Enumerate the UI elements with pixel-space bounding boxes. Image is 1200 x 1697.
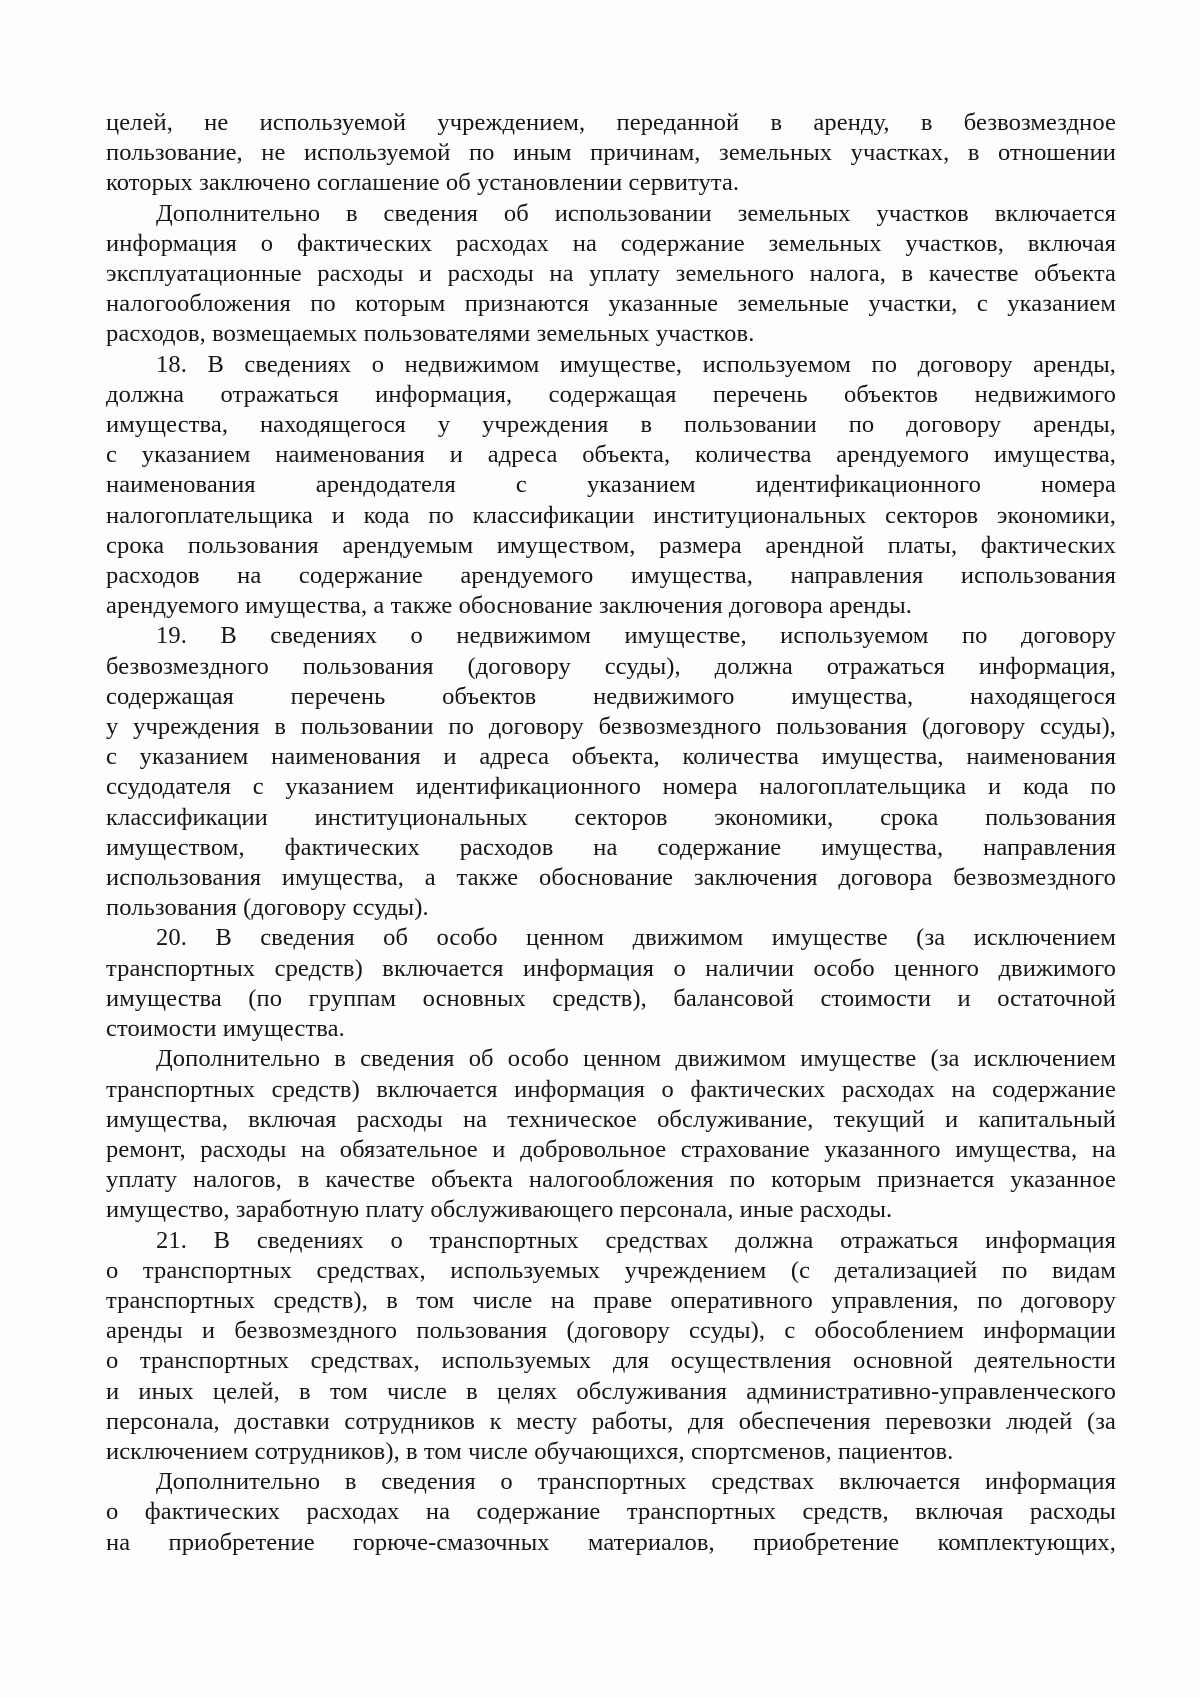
paragraph-p20 [106, 923, 1116, 1044]
text-line: Дополнительно в сведения о транспортных средствах включается информация [156, 1468, 1116, 1496]
text-line: имуществом, фактических расходов на содержание имущества, направления [106, 833, 1116, 861]
text-line: с указанием наименования и адреса объекта, количества имущества, наименования [106, 743, 1116, 771]
text-line: о транспортных средствах, используемых учреждением (с детализацией по видам [106, 1256, 1116, 1284]
text-line: 20. В сведения об особо ценном движимом имуществе (за исключением [156, 924, 1116, 952]
paragraph-p18 [106, 350, 1116, 622]
text-line: ссудодателя с указанием идентификационного номера налогоплательщика и кода по [106, 773, 1116, 801]
paragraph-p21b [106, 1467, 1116, 1558]
document-body [106, 108, 1116, 1558]
text-line: информация о фактических расходах на содержание земельных участков, включая [106, 229, 1116, 257]
text-line: транспортных средств), в том числе на праве оперативного управления, по договору [106, 1286, 1116, 1314]
text-line: с указанием наименования и адреса объекта, количества арендуемого имущества, [106, 441, 1116, 469]
text-line: у учреждения в пользовании по договору безвозмездного пользования (договору ссуды), [106, 713, 1116, 741]
text-line: эксплуатационные расходы и расходы на уплату земельного налога, в качестве объекта [106, 260, 1116, 288]
text-line: наименования арендодателя с указанием идентификационного номера [106, 471, 1116, 499]
paragraph-p2 [106, 199, 1116, 350]
text-line: срока пользования арендуемым имуществом, размера арендной платы, фактических [106, 531, 1116, 559]
text-line: налогообложения по которым признаются указанные земельные участки, с указанием [106, 290, 1116, 318]
text-line: расходов, возмещаемых пользователями земельных участков. [106, 320, 755, 348]
text-line: должна отражаться информация, содержащая перечень объектов недвижимого [106, 380, 1116, 408]
text-line: 21. В сведениях о транспортных средствах должна отражаться информация [156, 1226, 1116, 1254]
paragraph-p19 [106, 621, 1116, 923]
text-line: 18. В сведениях о недвижимом имуществе, используемом по договору аренды, [156, 350, 1116, 378]
text-line: исключением сотрудников), в том числе обучающихся, спортсменов, пациентов. [106, 1437, 954, 1465]
text-line: налогоплательщика и кода по классификации институциональных секторов экономики, [106, 501, 1116, 529]
text-line: имущества, находящегося у учреждения в пользовании по договору аренды, [106, 411, 1116, 439]
text-line: транспортных средств) включается информация о фактических расходах на содержание [106, 1075, 1116, 1103]
text-line: персонала, доставки сотрудников к месту работы, для обеспечения перевозки людей (за [106, 1407, 1116, 1435]
text-line: арендуемого имущества, а также обоснование заключения договора аренды. [106, 592, 912, 620]
text-line: расходов на содержание арендуемого имущества, направления использования [106, 562, 1116, 590]
paragraph-p1 [106, 108, 1116, 199]
text-line: 19. В сведениях о недвижимом имуществе, используемом по договору [156, 622, 1116, 650]
text-line: на приобретение горюче-смазочных материалов, приобретение комплектующих, [106, 1528, 1116, 1556]
text-line: Дополнительно в сведения об использовании земельных участков включается [156, 199, 1116, 227]
paragraph-p20b [106, 1044, 1116, 1225]
text-line: имущества (по группам основных средств), балансовой стоимости и остаточной [106, 984, 1116, 1012]
text-line: Дополнительно в сведения об особо ценном движимом имуществе (за исключением [156, 1045, 1116, 1073]
text-line: о транспортных средствах, используемых для осуществления основной деятельности [106, 1347, 1116, 1375]
text-line: содержащая перечень объектов недвижимого имущества, находящегося [106, 682, 1116, 710]
text-line: безвозмездного пользования (договору ссуды), должна отражаться информация, [106, 652, 1116, 680]
text-line: уплату налогов, в качестве объекта налогообложения по которым признается указанное [106, 1166, 1116, 1194]
text-line: целей, не используемой учреждением, переданной в аренду, в безвозмездное [106, 109, 1116, 136]
text-line: ремонт, расходы на обязательное и добровольное страхование указанного имущества, на [106, 1135, 1116, 1163]
text-line: транспортных средств) включается информация о наличии особо ценного движимого [106, 954, 1116, 982]
text-line: стоимости имущества. [106, 1015, 345, 1043]
text-line: и иных целей, в том числе в целях обслуживания административно-управленческого [106, 1377, 1116, 1405]
text-line: классификации институциональных секторов экономики, срока пользования [106, 803, 1116, 831]
text-line: имущества, включая расходы на техническое обслуживание, текущий и капитальный [106, 1105, 1116, 1133]
text-line: аренды и безвозмездного пользования (договору ссуды), с обособлением информации [106, 1317, 1116, 1345]
text-line: о фактических расходах на содержание транспортных средств, включая расходы [106, 1498, 1116, 1526]
text-line: использования имущества, а также обоснование заключения договора безвозмездного [106, 864, 1116, 892]
paragraph-p21 [106, 1226, 1116, 1468]
text-line: пользование, не используемой по иным причинам, земельных участках, в отношении [106, 139, 1116, 167]
text-line: которых заключено соглашение об установлении сервитута. [106, 169, 740, 197]
text-line: пользования (договору ссуды). [106, 894, 429, 922]
text-line: имущество, заработную плату обслуживающего персонала, иные расходы. [106, 1196, 893, 1224]
